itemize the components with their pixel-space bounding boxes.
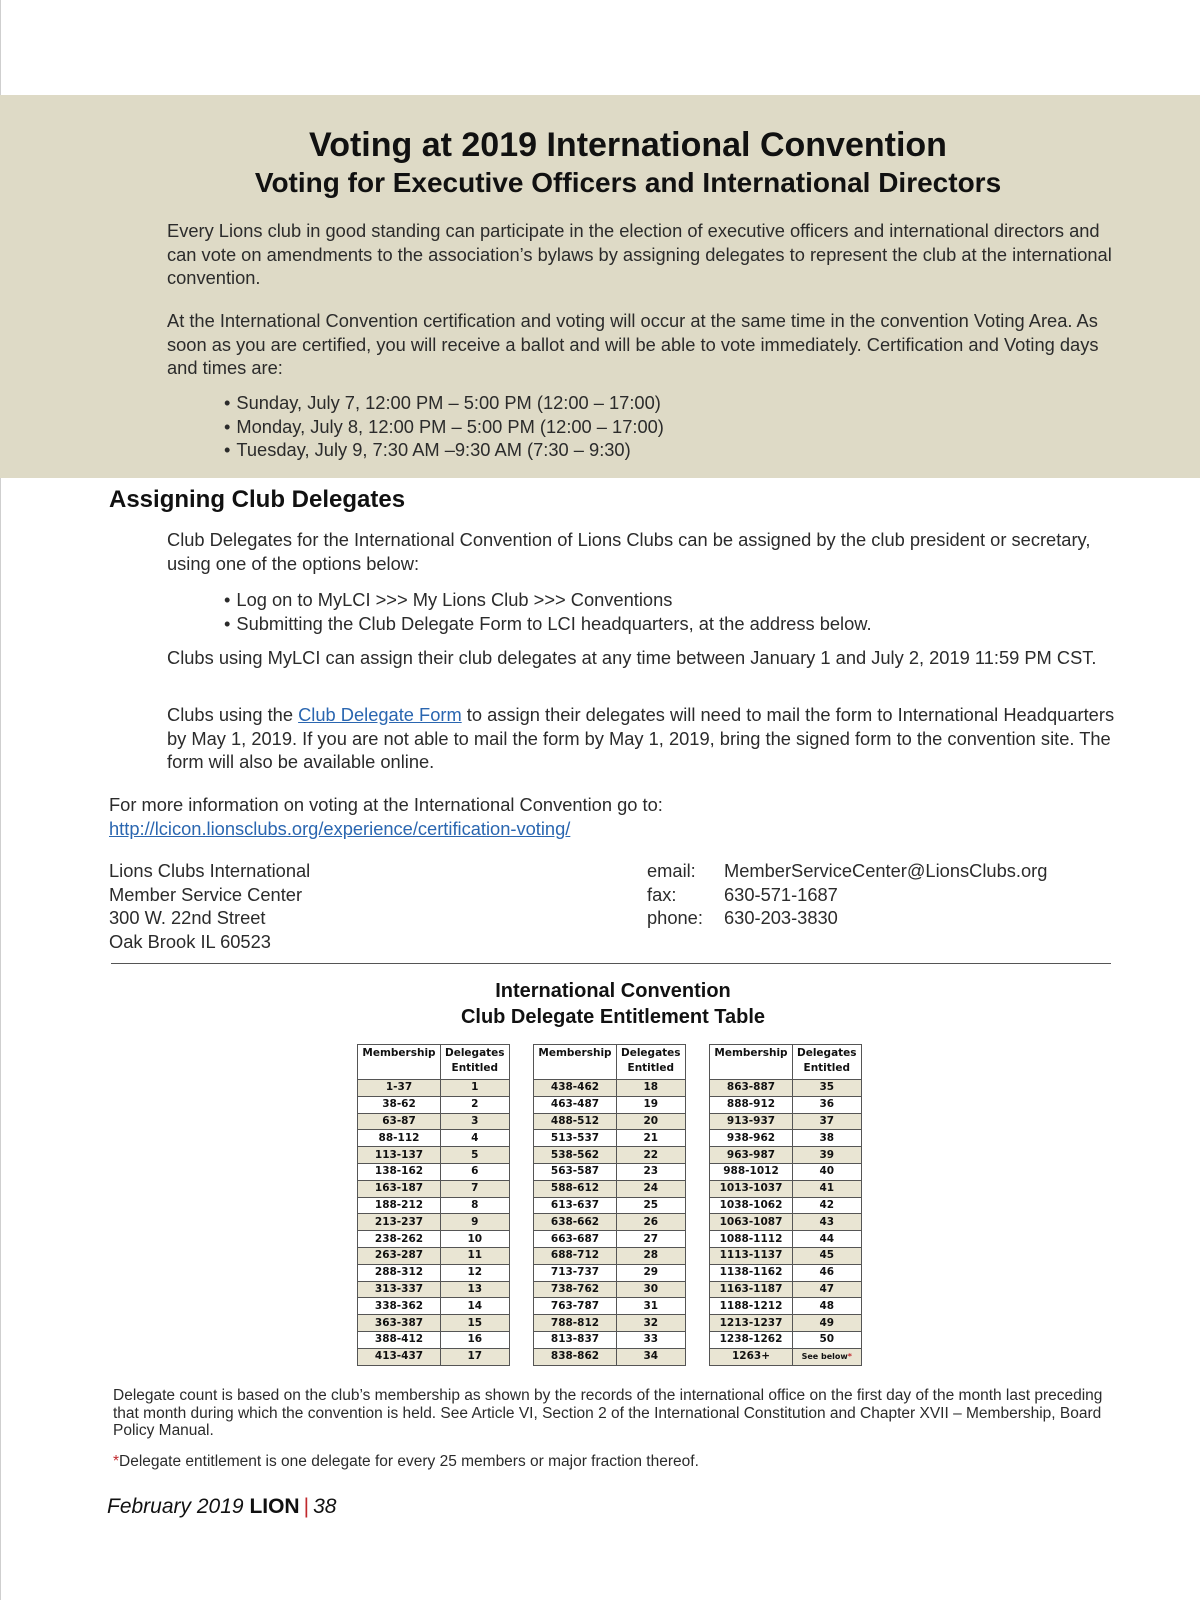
membership-cell: 238-262 [358, 1231, 441, 1248]
fax-label: fax: [647, 883, 677, 905]
delegates-cell: 22 [617, 1147, 686, 1164]
form-paragraph [167, 703, 1117, 774]
delegates-cell: 26 [617, 1214, 686, 1231]
membership-cell: 813-837 [534, 1331, 617, 1348]
table-row [534, 1113, 686, 1130]
mylci-paragraph: Clubs using MyLCI can assign their club delegates at any time between January 1 and July 2, 2019 11:59 PM CST. [167, 647, 1097, 668]
delegates-cell: 18 [617, 1080, 686, 1097]
address-line: Oak Brook IL 60523 [109, 930, 271, 952]
membership-cell: 713-737 [534, 1264, 617, 1281]
delegates-cell: 8 [441, 1197, 510, 1214]
delegates-cell: 24 [617, 1180, 686, 1197]
membership-cell: 613-637 [534, 1197, 617, 1214]
delegates-cell: 15 [441, 1315, 510, 1332]
membership-cell: 113-137 [358, 1147, 441, 1164]
table-row [358, 1264, 510, 1281]
delegates-cell: 28 [617, 1247, 686, 1264]
delegates-cell: 3 [441, 1113, 510, 1130]
table-row [358, 1348, 510, 1365]
membership-cell: 388-412 [358, 1331, 441, 1348]
membership-cell: 338-362 [358, 1298, 441, 1315]
delegates-cell: 12 [441, 1264, 510, 1281]
fax-value: 630-571-1687 [724, 883, 838, 905]
membership-cell: 1088-1112 [710, 1231, 793, 1248]
page-folio [107, 1495, 336, 1519]
membership-cell: 788-812 [534, 1315, 617, 1332]
table-row [534, 1298, 686, 1315]
column-header-membership: Membership [534, 1045, 617, 1080]
delegates-cell: 1 [441, 1080, 510, 1097]
membership-cell: 1-37 [358, 1080, 441, 1097]
delegates-cell: 10 [441, 1231, 510, 1248]
email-label: email: [647, 860, 696, 881]
table-row [710, 1247, 862, 1264]
table-row [358, 1096, 510, 1113]
membership-cell: 463-487 [534, 1096, 617, 1113]
table-row [358, 1281, 510, 1298]
table-row [358, 1231, 510, 1248]
table-row [710, 1214, 862, 1231]
delegates-cell: 41 [793, 1180, 862, 1197]
table-row [710, 1298, 862, 1315]
table-row [710, 1315, 862, 1332]
delegates-cell: 20 [617, 1113, 686, 1130]
list-item: • Tuesday, July 9, 7:30 AM –9:30 AM (7:30 – 9:30) [224, 438, 664, 462]
table-row [534, 1147, 686, 1164]
table-row [534, 1315, 686, 1332]
more-info-text: For more information on voting at the International Convention go to: [109, 794, 663, 815]
table-title-line: Club Delegate Entitlement Table [460, 1006, 766, 1028]
column-header-delegates: Delegates Entitled [793, 1045, 862, 1080]
delegates-cell: 11 [441, 1247, 510, 1264]
membership-cell: 1188-1212 [710, 1298, 793, 1315]
membership-cell: 313-337 [358, 1281, 441, 1298]
certification-voting-link[interactable]: http://lcicon.lionsclubs.org/experience/certification-voting/ [109, 817, 571, 839]
membership-cell: 363-387 [358, 1315, 441, 1332]
table-row [710, 1281, 862, 1298]
delegates-cell: 32 [617, 1315, 686, 1332]
form-text-after: to assign their delegates will need to mail the form to International Headquarters by May 1, 2019. If you are not able to mail the form by May 1, 2019, bring the signed form to the convention site. The form will also be available online. [167, 704, 1115, 772]
table-row [710, 1080, 862, 1097]
delegates-cell [793, 1348, 862, 1365]
asterisk: * [847, 1352, 852, 1362]
delegates-cell: 35 [793, 1080, 862, 1097]
entitlement-note [113, 1453, 1103, 1471]
membership-cell: 638-662 [534, 1214, 617, 1231]
table-row [534, 1264, 686, 1281]
table-row [534, 1348, 686, 1365]
list-item: • Sunday, July 7, 12:00 PM – 5:00 PM (12:00 – 17:00) [224, 391, 664, 415]
list-item: • Log on to MyLCI >>> My Lions Club >>> Conventions [224, 588, 872, 612]
delegates-cell: 38 [793, 1130, 862, 1147]
voting-times-list [224, 391, 664, 462]
membership-cell: 588-612 [534, 1180, 617, 1197]
delegates-cell: 47 [793, 1281, 862, 1298]
form-text-before: Clubs using the [167, 704, 299, 725]
membership-cell: 763-787 [534, 1298, 617, 1315]
more-info [109, 793, 1109, 840]
membership-cell: 513-537 [534, 1130, 617, 1147]
membership-cell: 188-212 [358, 1197, 441, 1214]
delegates-cell: 2 [441, 1096, 510, 1113]
membership-cell: 138-162 [358, 1163, 441, 1180]
membership-cell: 688-712 [534, 1247, 617, 1264]
delegates-cell: 29 [617, 1264, 686, 1281]
membership-cell: 1138-1162 [710, 1264, 793, 1281]
delegates-cell: 48 [793, 1298, 862, 1315]
table-row [534, 1247, 686, 1264]
email-value[interactable]: MemberServiceCenter@LionsClubs.org [724, 860, 1048, 881]
table-row [358, 1298, 510, 1315]
delegates-cell: 34 [617, 1348, 686, 1365]
folio-separator: | [303, 1495, 310, 1518]
delegates-cell: 9 [441, 1214, 510, 1231]
table-row [710, 1264, 862, 1281]
table-row [710, 1163, 862, 1180]
folio-page: 38 [313, 1495, 337, 1518]
table-row [534, 1214, 686, 1231]
club-delegate-form-link[interactable]: Club Delegate Form [298, 704, 462, 725]
table-row [358, 1163, 510, 1180]
table-title [0, 978, 1200, 1030]
delegates-cell: 5 [441, 1147, 510, 1164]
delegates-cell: 40 [793, 1163, 862, 1180]
delegates-cell: 19 [617, 1096, 686, 1113]
membership-cell: 1238-1262 [710, 1331, 793, 1348]
see-below-text: See below [801, 1352, 848, 1362]
membership-cell: 1163-1187 [710, 1281, 793, 1298]
column-header-delegates: Delegates Entitled [617, 1045, 686, 1080]
divider [111, 963, 1111, 964]
table-row [534, 1080, 686, 1097]
delegates-cell: 13 [441, 1281, 510, 1298]
entitlement-table [357, 1044, 510, 1366]
membership-cell: 63-87 [358, 1113, 441, 1130]
table-row [534, 1197, 686, 1214]
section-heading: Assigning Club Delegates [109, 486, 406, 513]
delegates-cell: 42 [793, 1197, 862, 1214]
table-row [358, 1197, 510, 1214]
membership-cell: 1063-1087 [710, 1214, 793, 1231]
page-title: Voting at 2019 International Convention [309, 126, 947, 164]
address-line: Lions Clubs International [109, 860, 311, 881]
delegates-cell: 4 [441, 1130, 510, 1147]
column-header-membership: Membership [358, 1045, 441, 1080]
delegates-cell: 45 [793, 1247, 862, 1264]
table-row [358, 1180, 510, 1197]
membership-cell: 163-187 [358, 1180, 441, 1197]
table-row [710, 1113, 862, 1130]
delegates-cell: 49 [793, 1315, 862, 1332]
table-row [358, 1247, 510, 1264]
membership-cell: 1113-1137 [710, 1247, 793, 1264]
membership-cell: 738-762 [534, 1281, 617, 1298]
delegates-cell: 46 [793, 1264, 862, 1281]
table-row [710, 1147, 862, 1164]
table-row [534, 1180, 686, 1197]
membership-cell: 988-1012 [710, 1163, 793, 1180]
table-row [358, 1147, 510, 1164]
membership-cell: 663-687 [534, 1231, 617, 1248]
list-item: • Submitting the Club Delegate Form to LCI headquarters, at the address below. [224, 612, 872, 636]
table-title-line: International Convention [495, 980, 731, 1002]
table-row [534, 1281, 686, 1298]
delegates-cell: 6 [441, 1163, 510, 1180]
membership-cell: 838-862 [534, 1348, 617, 1365]
membership-cell: 538-562 [534, 1147, 617, 1164]
list-item: • Monday, July 8, 12:00 PM – 5:00 PM (12:00 – 17:00) [224, 415, 664, 439]
membership-cell: 413-437 [358, 1348, 441, 1365]
folio-month: February 2019 [107, 1495, 244, 1518]
membership-cell: 863-887 [710, 1080, 793, 1097]
table-row [710, 1180, 862, 1197]
table-row [710, 1197, 862, 1214]
voting-paragraph: At the International Convention certification and voting will occur at the same time in the convention Voting Area. As soon as you are certified, you will receive a ballot and will be able to vote immediately. Certification and Voting days and times are: [167, 310, 1099, 378]
delegates-cell: 27 [617, 1231, 686, 1248]
delegates-cell: 43 [793, 1214, 862, 1231]
table-row [534, 1331, 686, 1348]
membership-cell: 488-512 [534, 1113, 617, 1130]
delegates-cell: 21 [617, 1130, 686, 1147]
delegates-cell: 37 [793, 1113, 862, 1130]
table-row [534, 1096, 686, 1113]
entitlement-table [709, 1044, 862, 1366]
membership-cell: 888-912 [710, 1096, 793, 1113]
delegates-cell: 50 [793, 1331, 862, 1348]
delegates-cell: 36 [793, 1096, 862, 1113]
membership-cell: 88-112 [358, 1130, 441, 1147]
membership-cell: 1038-1062 [710, 1197, 793, 1214]
folio-magazine: LION [249, 1495, 300, 1518]
table-row [710, 1130, 862, 1147]
delegates-cell: 16 [441, 1331, 510, 1348]
entitlement-table [533, 1044, 686, 1366]
phone-label: phone: [647, 907, 703, 928]
delegates-cell: 31 [617, 1298, 686, 1315]
table-row [710, 1231, 862, 1248]
membership-cell: 263-287 [358, 1247, 441, 1264]
delegates-cell: 23 [617, 1163, 686, 1180]
mailing-address [109, 859, 310, 953]
table-row [710, 1348, 862, 1365]
delegates-cell: 39 [793, 1147, 862, 1164]
intro-paragraph: Every Lions club in good standing can participate in the election of executive officers and international directors and can vote on amendments to the association’s bylaws by assigning delegates to represent the club at the international convention. [167, 220, 1112, 288]
table-row [358, 1315, 510, 1332]
membership-cell: 963-987 [710, 1147, 793, 1164]
delegates-cell: 30 [617, 1281, 686, 1298]
membership-cell: 938-962 [710, 1130, 793, 1147]
membership-cell: 563-587 [534, 1163, 617, 1180]
page-subtitle: Voting for Executive Officers and International Directors [254, 167, 1002, 198]
delegate-count-note: Delegate count is based on the club’s membership as shown by the records of the international office on the first day of the month last preceding that month during which the convention is held. See Article VI, Section 2 of the International Constitution and Chapter XVII – Membership, Board Policy Manual. [113, 1387, 1103, 1439]
table-row [710, 1331, 862, 1348]
table-row [358, 1080, 510, 1097]
delegates-paragraph: Club Delegates for the International Convention of Lions Clubs can be assigned by the club president or secretary, using one of the options below: [167, 529, 1091, 574]
table-row [534, 1163, 686, 1180]
contact-details [647, 859, 1047, 930]
table-row [358, 1113, 510, 1130]
membership-cell: 438-462 [534, 1080, 617, 1097]
delegates-cell: 44 [793, 1231, 862, 1248]
delegates-cell: 25 [617, 1197, 686, 1214]
address-line: Member Service Center [109, 883, 303, 905]
delegates-cell: 7 [441, 1180, 510, 1197]
entitlement-note-text: Delegate entitlement is one delegate for every 25 members or major fraction thereof. [119, 1453, 699, 1470]
membership-cell: 1263+ [710, 1348, 793, 1365]
table-row [358, 1130, 510, 1147]
table-row [534, 1231, 686, 1248]
membership-cell: 1013-1037 [710, 1180, 793, 1197]
membership-cell: 288-312 [358, 1264, 441, 1281]
delegates-cell: 17 [441, 1348, 510, 1365]
table-row [710, 1096, 862, 1113]
membership-cell: 38-62 [358, 1096, 441, 1113]
membership-cell: 913-937 [710, 1113, 793, 1130]
delegates-cell: 33 [617, 1331, 686, 1348]
column-header-delegates: Delegates Entitled [441, 1045, 510, 1080]
column-header-membership: Membership [710, 1045, 793, 1080]
membership-cell: 1213-1237 [710, 1315, 793, 1332]
table-row [358, 1214, 510, 1231]
phone-value: 630-203-3830 [724, 907, 838, 928]
membership-cell: 213-237 [358, 1214, 441, 1231]
asterisk: * [113, 1453, 120, 1470]
address-line: 300 W. 22nd Street [109, 907, 266, 928]
table-row [534, 1130, 686, 1147]
delegate-options-list [224, 588, 872, 635]
table-row [358, 1331, 510, 1348]
delegates-cell: 14 [441, 1298, 510, 1315]
